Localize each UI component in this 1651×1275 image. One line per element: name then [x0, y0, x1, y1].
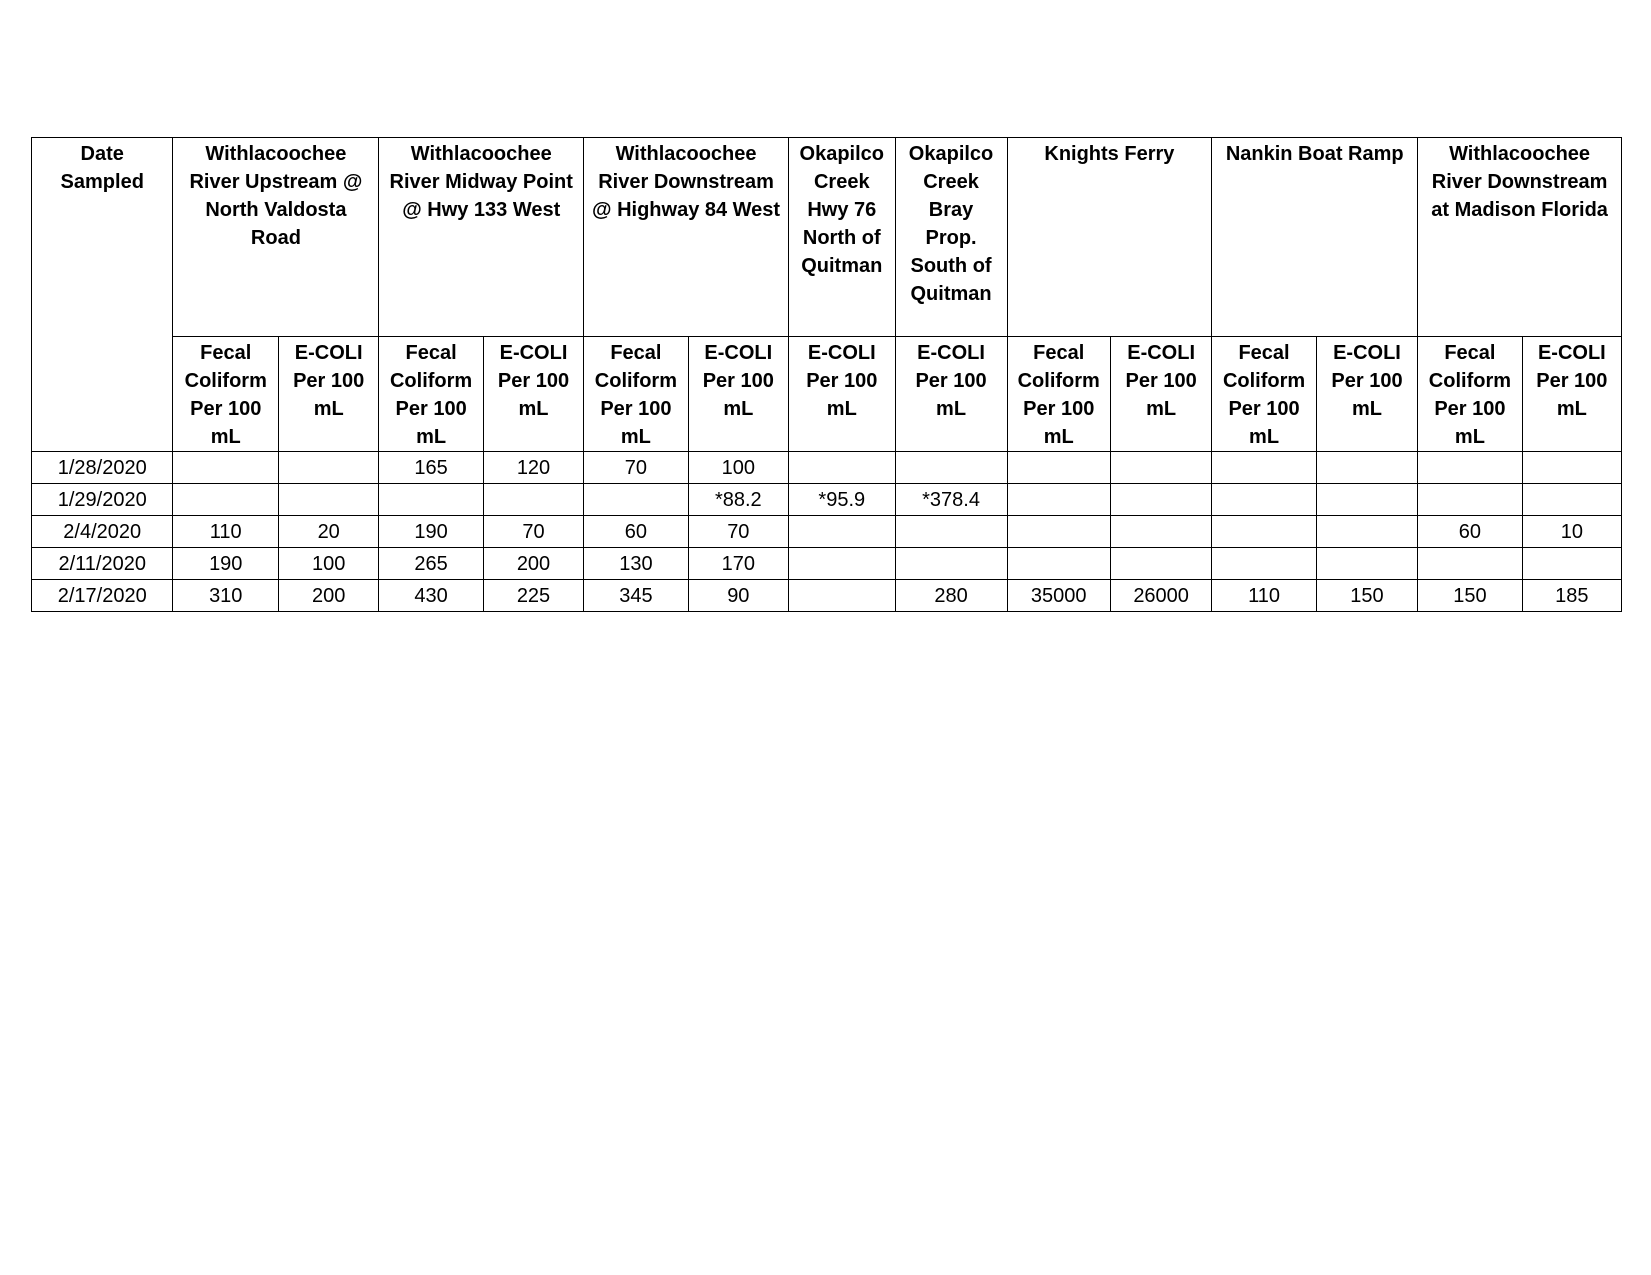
value-cell: 265: [379, 548, 484, 580]
value-cell: [1316, 452, 1417, 484]
value-cell: [895, 516, 1007, 548]
date-cell: 1/29/2020: [32, 484, 173, 516]
value-cell: 130: [584, 548, 689, 580]
value-cell: [1418, 548, 1523, 580]
unit-header-row: [32, 337, 1622, 452]
site-header: Withlacoochee River Downstream at Madison Florida: [1418, 138, 1622, 337]
date-cell: 2/4/2020: [32, 516, 173, 548]
value-cell: [279, 484, 379, 516]
date-cell: 2/11/2020: [32, 548, 173, 580]
value-cell: 185: [1522, 580, 1621, 612]
value-cell: 310: [173, 580, 279, 612]
value-cell: [1212, 452, 1317, 484]
table-row: [32, 452, 1622, 484]
value-cell: [1110, 484, 1211, 516]
table-row: [32, 548, 1622, 580]
value-cell: [1007, 452, 1110, 484]
value-cell: [1110, 452, 1211, 484]
value-cell: 225: [483, 580, 583, 612]
unit-header: Fecal Coliform Per 100 mL: [1212, 337, 1317, 452]
value-cell: 20: [279, 516, 379, 548]
date-sampled-header: Date Sampled: [32, 138, 173, 452]
site-header-row: [32, 138, 1622, 337]
value-cell: 110: [1212, 580, 1317, 612]
value-cell: [279, 452, 379, 484]
value-cell: 200: [483, 548, 583, 580]
site-header: Okapilco Creek Bray Prop. South of Quitman: [895, 138, 1007, 337]
value-cell: 90: [688, 580, 788, 612]
unit-header: E-COLI Per 100 mL: [895, 337, 1007, 452]
unit-header: Fecal Coliform Per 100 mL: [173, 337, 279, 452]
value-cell: [788, 580, 895, 612]
unit-header: E-COLI Per 100 mL: [279, 337, 379, 452]
unit-header: Fecal Coliform Per 100 mL: [584, 337, 689, 452]
value-cell: [173, 484, 279, 516]
value-cell: [173, 452, 279, 484]
unit-header: E-COLI Per 100 mL: [1316, 337, 1417, 452]
value-cell: [1522, 548, 1621, 580]
value-cell: [379, 484, 484, 516]
value-cell: 60: [584, 516, 689, 548]
value-cell: 100: [688, 452, 788, 484]
value-cell: 26000: [1110, 580, 1211, 612]
unit-header: E-COLI Per 100 mL: [1522, 337, 1621, 452]
unit-header: E-COLI Per 100 mL: [688, 337, 788, 452]
value-cell: 200: [279, 580, 379, 612]
value-cell: 430: [379, 580, 484, 612]
table-row: [32, 516, 1622, 548]
value-cell: [895, 548, 1007, 580]
value-cell: [1007, 548, 1110, 580]
value-cell: 165: [379, 452, 484, 484]
value-cell: 60: [1418, 516, 1523, 548]
value-cell: [1316, 548, 1417, 580]
value-cell: *88.2: [688, 484, 788, 516]
unit-header: E-COLI Per 100 mL: [1110, 337, 1211, 452]
value-cell: [1418, 452, 1523, 484]
value-cell: [1007, 516, 1110, 548]
value-cell: 100: [279, 548, 379, 580]
unit-header: E-COLI Per 100 mL: [788, 337, 895, 452]
site-header: Okapilco Creek Hwy 76 North of Quitman: [788, 138, 895, 337]
value-cell: [788, 452, 895, 484]
value-cell: [584, 484, 689, 516]
value-cell: [895, 452, 1007, 484]
value-cell: *378.4: [895, 484, 1007, 516]
value-cell: [1316, 484, 1417, 516]
value-cell: [1110, 516, 1211, 548]
value-cell: 110: [173, 516, 279, 548]
value-cell: [1212, 484, 1317, 516]
sampling-results-table: [31, 137, 1622, 612]
site-header: Withlacoochee River Midway Point @ Hwy 133 West: [379, 138, 584, 337]
site-header: Withlacoochee River Upstream @ North Valdosta Road: [173, 138, 379, 337]
unit-header: E-COLI Per 100 mL: [483, 337, 583, 452]
value-cell: *95.9: [788, 484, 895, 516]
table-body: [32, 452, 1622, 612]
site-header: Withlacoochee River Downstream @ Highway 84 West: [584, 138, 789, 337]
value-cell: [1212, 516, 1317, 548]
table-row: [32, 484, 1622, 516]
value-cell: [788, 516, 895, 548]
value-cell: [1316, 516, 1417, 548]
value-cell: 120: [483, 452, 583, 484]
value-cell: 70: [483, 516, 583, 548]
value-cell: [1522, 452, 1621, 484]
unit-header: Fecal Coliform Per 100 mL: [1007, 337, 1110, 452]
value-cell: 345: [584, 580, 689, 612]
value-cell: 190: [173, 548, 279, 580]
value-cell: 280: [895, 580, 1007, 612]
date-cell: 1/28/2020: [32, 452, 173, 484]
table-row: [32, 580, 1622, 612]
unit-header: Fecal Coliform Per 100 mL: [379, 337, 484, 452]
site-header: Nankin Boat Ramp: [1212, 138, 1418, 337]
value-cell: 190: [379, 516, 484, 548]
value-cell: [1418, 484, 1523, 516]
value-cell: 70: [584, 452, 689, 484]
value-cell: 10: [1522, 516, 1621, 548]
value-cell: [1212, 548, 1317, 580]
date-cell: 2/17/2020: [32, 580, 173, 612]
value-cell: 70: [688, 516, 788, 548]
value-cell: 150: [1316, 580, 1417, 612]
value-cell: [483, 484, 583, 516]
value-cell: 35000: [1007, 580, 1110, 612]
value-cell: 150: [1418, 580, 1523, 612]
value-cell: [1522, 484, 1621, 516]
unit-header: Fecal Coliform Per 100 mL: [1418, 337, 1523, 452]
value-cell: 170: [688, 548, 788, 580]
value-cell: [1007, 484, 1110, 516]
value-cell: [1110, 548, 1211, 580]
site-header: Knights Ferry: [1007, 138, 1212, 337]
value-cell: [788, 548, 895, 580]
